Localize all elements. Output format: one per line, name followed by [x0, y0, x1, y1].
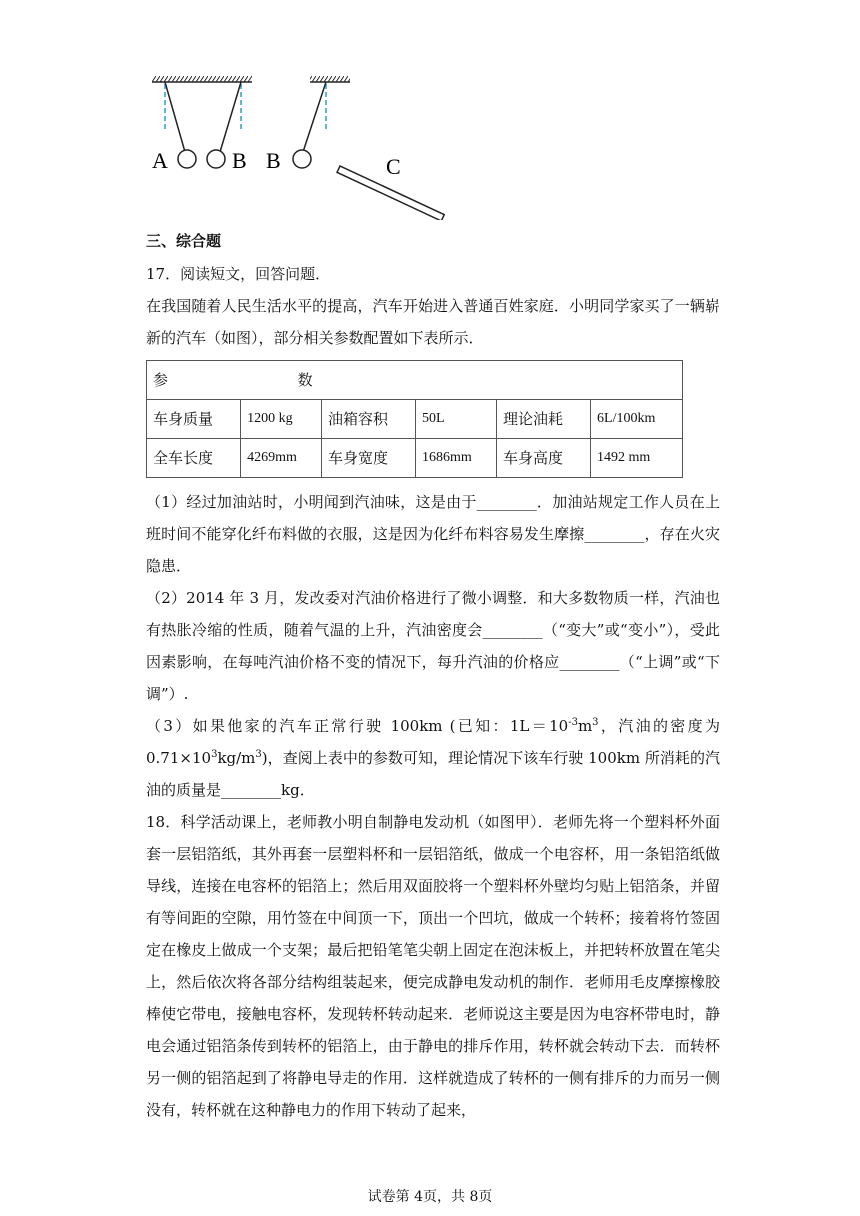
- question-content: [146, 258, 720, 1126]
- table-cell: 油箱容积: [321, 400, 415, 439]
- q18-text: 18．科学活动课上，老师教小明自制静电发动机（如图甲）．老师先将一个塑料杯外面套一层铝箔纸，其外再套一层塑料杯和一层铝箔纸，做成一个电容杯，用一条铝箔纸做导线，连接在电容杯的铝箔上；然后用双面胶将一个塑料杯外壁均匀贴上铝箔条，并留有等间距的空隙，用竹签在中间顶一下，顶出一个凹坑，做成一个转杯；接着将竹签固定在橡皮上做成一个支架；最后把铅笔笔尖朝上固定在泡沫板上，并把转杯放置在笔尖上，然后依次将各部分结构组装起来，便完成静电发动机的制作．老师用毛皮摩擦橡胶棒使它带电，接触电容杯，发现转杯转动起来．老师说这主要是因为电容杯带电时，静电会通过铝箔条传到转杯的铝箔上，由于静电的排斥作用，转杯就会转动下去．而转杯另一侧的铝箔起到了将静电导走的作用．这样就造成了转杯的一侧有排斥的力而另一侧没有，转杯就在这种静电力的作用下转动了起来，: [146, 813, 720, 1119]
- table-row: [147, 439, 683, 478]
- table-cell: 车身宽度: [321, 439, 415, 478]
- ceiling-left: [152, 76, 252, 82]
- table-cell: 1492 mm: [591, 439, 683, 478]
- q17-passage: 在我国随着人民生活水平的提高，汽车开始进入普通百姓家庭．小明同学家买了一辆崭新的汽车（如图），部分相关参数配置如下表所示．: [146, 297, 720, 347]
- ceiling-right: [310, 76, 350, 82]
- ball-b: [207, 150, 225, 168]
- table-header-left: 参: [153, 371, 169, 389]
- table-row: [147, 400, 683, 439]
- ball-a: [178, 150, 196, 168]
- table-row: [147, 361, 683, 400]
- page-footer: 试卷第 4页，共 8页: [367, 1189, 493, 1205]
- q17-intro: 17．阅读短文，回答问题．: [146, 265, 331, 283]
- table-cell: 1200 kg: [241, 400, 322, 439]
- q17-part1: （1）经过加油站时，小明闻到汽油味，这是由于________．加油站规定工作人员在上班时间不能穿化纤布料做的衣服，这是因为化纤布料容易发生摩擦________，存在火灾隐患．: [146, 493, 720, 575]
- q17-part2: （2）2014 年 3 月，发改委对汽油价格进行了微小调整．和大多数物质一样，汽油也有热胀冷缩的性质，随着气温的上升，汽油密度会________（“变大”或“变小”），受此因素影响，在每吨汽油价格不变的情况下，每升汽油的价格应________（“上调”或“下调”）.: [146, 589, 720, 703]
- pendulum-figure: [140, 70, 460, 220]
- label-a: A: [152, 148, 168, 173]
- table-cell: 6L/100km: [591, 400, 683, 439]
- table-cell: 1686mm: [416, 439, 497, 478]
- string-a: [165, 82, 185, 152]
- label-b2: B: [266, 148, 281, 173]
- parameter-table: [146, 360, 683, 478]
- q17-part3: （3）如果他家的汽车正常行驶 100km (已知：$1L=10^{-3}m^3$，汽油的密度为 $0.71\times 10^3kg/m^3$)，查阅上表中的参数可知，理论情况下该车行驶 100km 所消耗的汽油的质量是________kg．: [146, 717, 720, 799]
- table-cell: 全车长度: [147, 439, 241, 478]
- table-cell: 4269mm: [241, 439, 322, 478]
- label-c: C: [386, 154, 401, 179]
- string-b2: [303, 82, 326, 152]
- string-b: [220, 82, 241, 152]
- section-title: 三、综合题: [146, 232, 222, 250]
- table-cell: 车身高度: [496, 439, 590, 478]
- table-header: [147, 361, 683, 400]
- table-cell: 理论油耗: [496, 400, 590, 439]
- label-b1: B: [232, 148, 247, 173]
- ball-b2: [293, 150, 311, 168]
- table-header-right: 数: [297, 371, 313, 389]
- table-cell: 50L: [416, 400, 497, 439]
- table-cell: 车身质量: [147, 400, 241, 439]
